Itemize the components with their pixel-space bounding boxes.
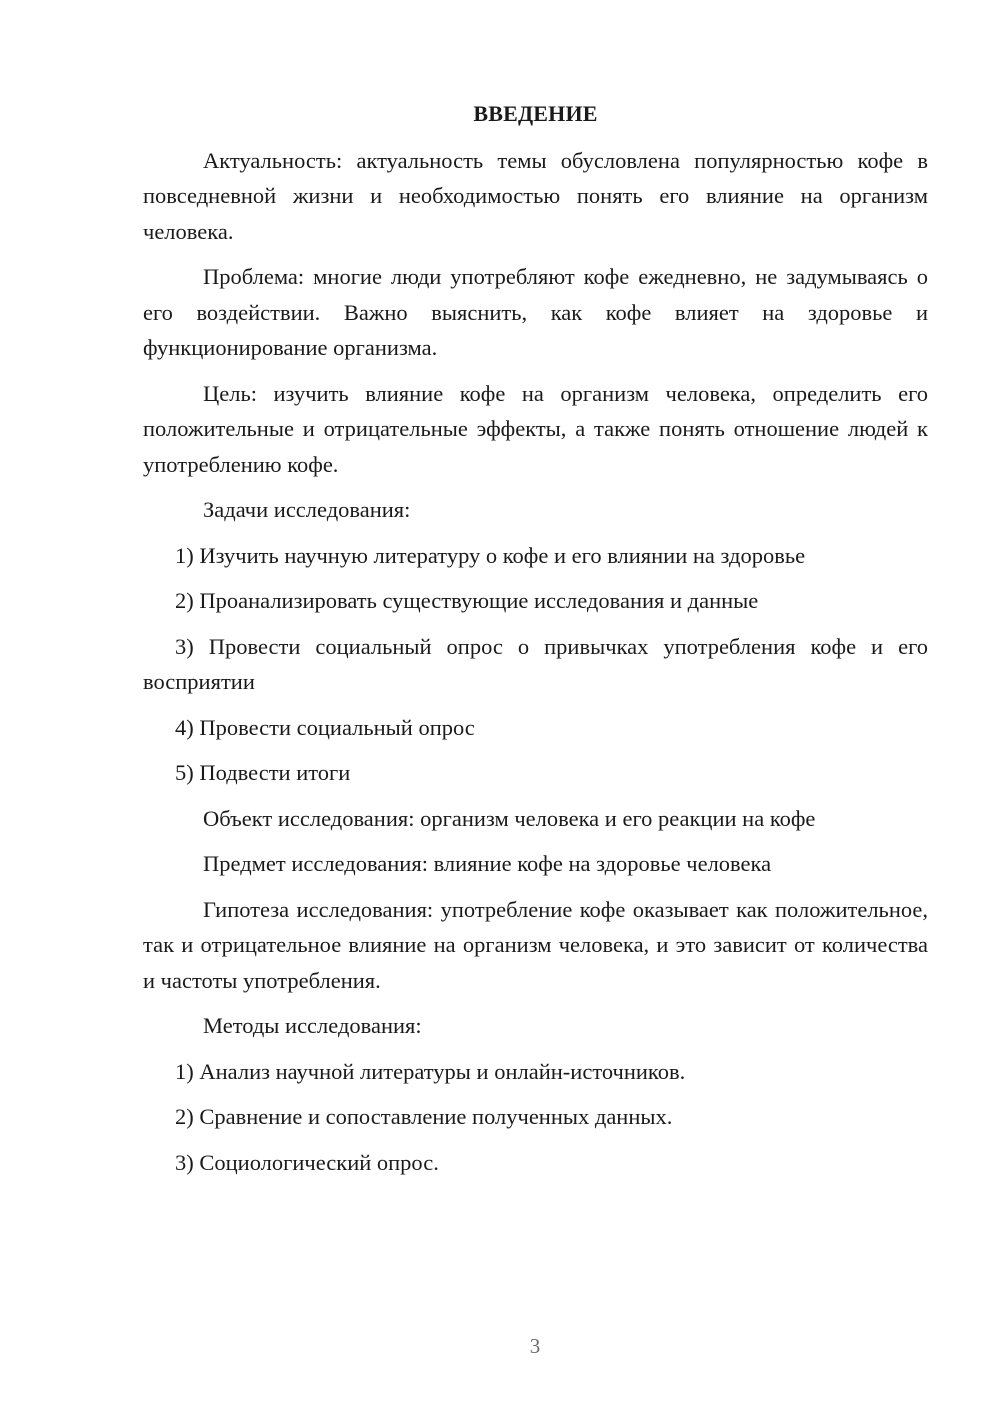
task-item: 2) Проанализировать существующие исследования и данные: [175, 588, 759, 613]
object-paragraph: Объект исследования: организм человека и его реакции на кофе: [203, 805, 816, 831]
relevance-paragraph: Актуальность: актуальность темы обусловлена популярностью кофе в повседневной жизни и необходимостью понять его влияние на организм человека.: [143, 147, 928, 244]
task-item: 1) Изучить научную литературу о кофе и его влиянии на здоровье: [175, 542, 806, 568]
task-item: 5) Подвести итоги: [175, 760, 351, 785]
hypothesis-paragraph: Гипотеза исследования: употребление кофе оказывает как положительное, так и отрицательное влияние на организм человека, и это зависит от количества и частоты употребления.: [143, 896, 928, 993]
page-content: [143, 96, 928, 1190]
method-item: 2) Сравнение и сопоставление полученных данных.: [175, 1104, 673, 1129]
methods-heading: Методы исследования:: [203, 1013, 422, 1038]
method-item: 3) Социологический опрос.: [175, 1149, 439, 1175]
goal-paragraph: Цель: изучить влияние кофе на организм человека, определить его положительные и отрицательные эффекты, а также понять отношение людей к употреблению кофе.: [143, 380, 928, 477]
problem-paragraph: Проблема: многие люди употребляют кофе ежедневно, не задумываясь о его воздействии. Важно выяснить, как кофе влияет на здоровье и функционирование организма.: [143, 264, 928, 360]
section-title: ВВЕДЕНИЕ: [473, 101, 598, 126]
task-item: 4) Провести социальный опрос: [175, 714, 475, 740]
page-number: 3: [529, 1334, 541, 1358]
task-item: 3) Провести социальный опрос о привычках употребления кофе и его восприятии: [143, 633, 928, 694]
subject-paragraph: Предмет исследования: влияние кофе на здоровье человека: [203, 851, 772, 876]
method-item: 1) Анализ научной литературы и онлайн-источников.: [175, 1058, 686, 1084]
tasks-heading: Задачи исследования:: [203, 497, 411, 522]
